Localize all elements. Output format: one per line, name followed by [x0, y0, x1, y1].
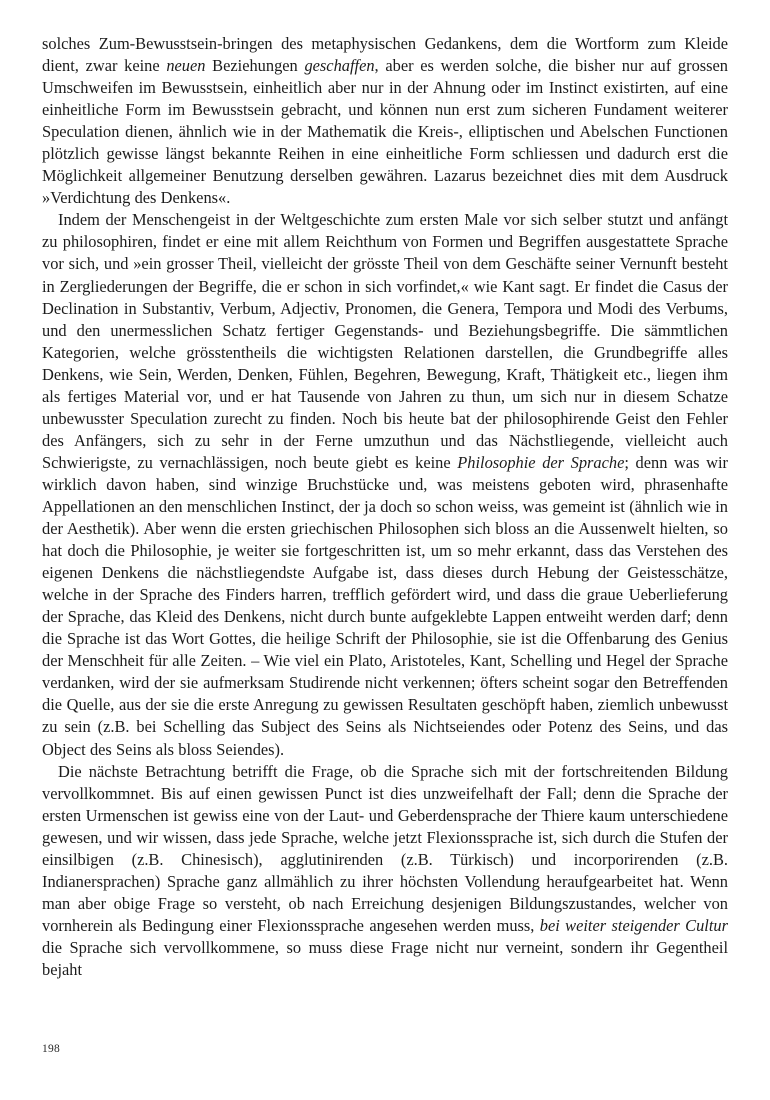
page-number: 198	[42, 1043, 60, 1055]
paragraph-betrachtung	[42, 761, 728, 981]
emphasis-text: Philosophie der Sprache	[457, 452, 625, 472]
body-text-run: die Sprache sich vervollkommene, so muss diese Frage nicht nur verneint, sondern ihr Gegentheil bejaht	[42, 937, 728, 979]
emphasis-text: neuen	[166, 56, 206, 76]
body-text-run: Beziehungen	[205, 56, 305, 76]
body-text-run: ; denn was wir wirklich davon haben, sind winzige Bruchstücke und, was meistens geboten wird, phrasenhafte Appellationen an den menschlichen Instinct, der ja doch so schon weiss, was gemeint ist (ähnlich wie in der Aesthetik). Aber wenn die ersten griechischen Philosophen sich bloss an die Aussenwelt hielten, so hat doch die Philosophie, je weiter sie fortgeschritten ist, um so mehr erkannt, dass das Verstehen des eigenen Denkens die nächstliegendste Aufgabe ist, dass dieses durch Hebung der Geistesschätze, welche in der Sprache des Finders harren, trefflich gefördert wird, und dass die graue Ueberlieferung der Sprache, das Kleid des Denkens, nicht durch bunte aufgeklebte Lappen entweiht werden darf; denn die Sprache ist das Wort Gottes, die heilige Schrift der Philosophie, sie ist die Offenbarung des Genius der Menschheit für alle Zeiten. – Wie viel ein Plato, Aristoteles, Kant, Schelling und Hegel der Sprache verdanken, wird der sie aufmerksam Studirende nicht verkennen; öfters scheint sogar den Betreffenden die Quelle, aus der sie die erste Anregung zu gewissen Resultaten geschöpft haben, ziemlich unbewusst zu sein (z.B. bei Schelling das Subject des Seins als Nichtseiendes oder Potenz des Seins, und das Object des Seins als bloss Seiendes).	[42, 452, 728, 759]
body-text-run: Indem der Menschengeist in der Weltgeschichte zum ersten Male vor sich selber stutzt und anfängt zu philosophiren, findet er eine mit allem Reichthum von Formen und Begriffen ausgestattete Sprache vor sich, und »ein grosser Theil, vielleicht der grösste Theil von dem Geschäfte seiner Vernunft besteht in Zergliederungen der Begriffe, die er schon in sich vorfindet,« wie Kant sagt. Er findet die Casus der Declination in Substantiv, Verbum, Adjectiv, Pronomen, die Genera, Tempora und Modi des Verbums, und den unermesslichen Schatz fertiger Gegenstands- und Beziehungsbegriffe. Die sämmtlichen Kategorien, welche grösstentheils die wichtigsten Relationen darstellen, die Grundbegriffe alles Denkens, wie Sein, Werden, Denken, Fühlen, Begehren, Bewegung, Kraft, Thätigkeit etc., liegen ihm als fertiges Material vor, und er hat Tausende von Jahren zu thun, um sich nur in diesem Schatze unbewusster Speculation zurecht zu finden. Noch bis heute bat der philosophirende Geist den Fehler des Anfängers, sich zu sehr in der Ferne umzuthun und das Nächstliegende, vielleicht auch Schwierigste, zu vernachlässigen, noch beute giebt es keine	[42, 210, 728, 472]
paragraph-menschengeist	[42, 209, 728, 760]
emphasis-text: bei weiter steigender Cultur	[539, 915, 728, 935]
body-text-run: solches Zum-Bewusstsein-bringen des metaphysischen Gedankens, dem die Wortform zum Kleide dient, zwar keine	[42, 34, 728, 76]
body-text-run: , aber es werden solche, die bisher nur auf grossen Umschweifen im Bewusstsein, einheitlich aber nur in der Ahnung oder im Instinct existirten, auf eine einheitliche Form im Bewusstsein gebracht, und können nun erst zum sicheren Fundament weiterer Speculation dienen, ähnlich wie in der Mathematik die Kreis-, elliptischen und Abelschen Functionen plötzlich gewisse längst bekannte Reihen in eine einheitliche Form schliessen und dadurch erst die Möglichkeit allgemeiner Benutzung derselben gewähren. Lazarus bezeichnet dies mit dem Ausdruck »Verdichtung des Denkens«.	[42, 56, 728, 208]
body-text-run: Die nächste Betrachtung betrifft die Frage, ob die Sprache sich mit der fortschreitenden Bildung vervollkommnet. Bis auf einen gewissen Punct ist dies unzweifelhaft der Fall; denn die Sprache der ersten Urmenschen ist gewiss eine von der Laut- und Geberdensprache der Thiere kaum unterschiedene gewesen, und wir wissen, dass jede Sprache, welche jetzt Flexionssprache ist, sich durch die Stufen der einsilbigen (z.B. Chinesisch), agglutinirenden (z.B. Türkisch) und incorporirenden (z.B. Indianersprachen) Sprache ganz allmählich zu ihrer höchsten Vollendung heraufgearbeitet hat. Wenn man aber obige Frage so versteht, ob nach Erreichung desjenigen Bildungszustandes, welcher von vornherein als Bedingung einer Flexionssprache angesehen werden muss,	[42, 761, 728, 935]
paragraph-continuation	[42, 33, 728, 209]
body-text-column	[42, 33, 728, 981]
emphasis-text: geschaffen	[304, 56, 375, 76]
